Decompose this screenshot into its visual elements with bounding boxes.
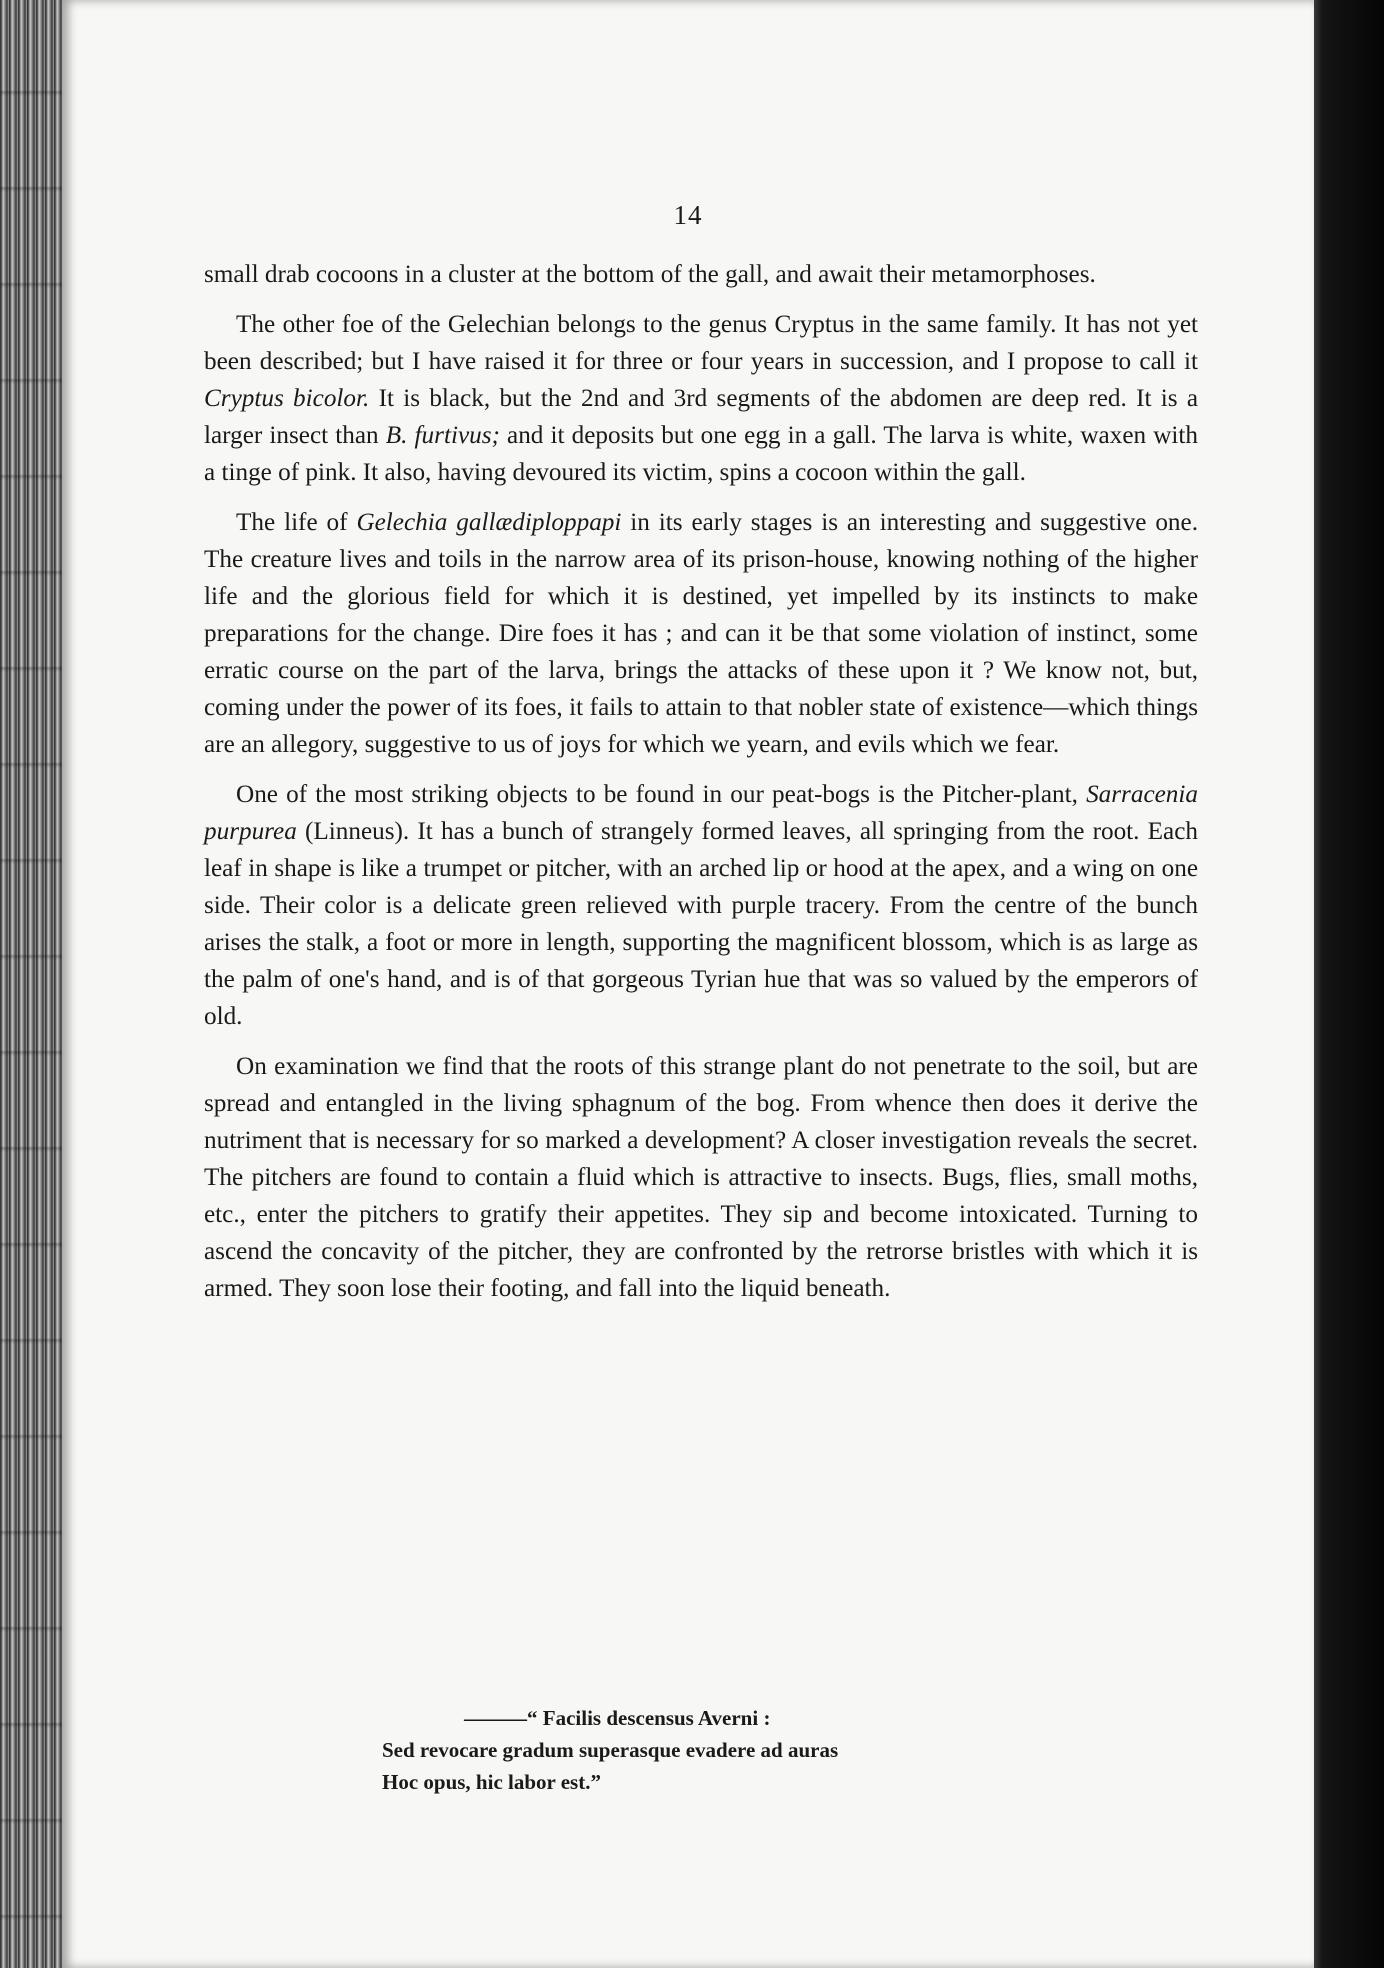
text-run: On examination we find that the roots of this strange plant do not penetrate to the soil, but are spread and entangled in the living sphagnum of the bog. From whence then does it derive the nutriment that is necessary for so marked a development? A closer investigation reveals the secret. The pitchers are found to contain a fluid which is attractive to insects. Bugs, flies, small moths, etc., enter the pitchers to gratify their appetites. They sip and become intoxicated. Turning to ascend the concavity of the pitcher, they are confronted by the retrorse bristles with which it is armed. They soon lose their footing, and fall into the liquid beneath. <box>204 1053 1198 1302</box>
text-run: It is black, but the 2nd and 3rd segments of the abdomen are deep red. It is a larger insect than <box>204 385 1198 449</box>
italic-text: Cryptus bicolor. <box>204 385 370 412</box>
latin-quotation <box>382 1702 838 1798</box>
italic-text: B. furtivus; <box>385 422 500 449</box>
paragraph <box>204 776 1198 1035</box>
quote-line: ———“ Facilis descensus Averni : <box>464 1706 771 1730</box>
text-run: The other foe of the Gelechian belongs to the genus Cryptus in the same family. It has not yet been described; but I have raised it for three or four years in succession, and I propose to call it <box>204 311 1198 375</box>
dark-margin <box>1314 0 1384 1968</box>
page-number: 14 <box>673 200 703 230</box>
paragraph <box>204 256 1198 293</box>
body-text <box>204 256 1198 1320</box>
text-run: One of the most striking objects to be found in our peat-bogs is the Pitcher-plant, <box>236 781 1087 808</box>
paragraph <box>204 504 1198 763</box>
text-run: (Linneus). It has a bunch of strangely formed leaves, all springing from the root. Each leaf in shape is like a trumpet or pitcher, with an arched lip or hood at the apex, and a wing on one side. Their color is a delicate green relieved with purple tracery. From the centre of the bunch arises the stalk, a foot or more in length, supporting the magnificent blossom, which is as large as the palm of one's hand, and is of that gorgeous Tyrian hue that was so valued by the emperors of old. <box>204 818 1198 1030</box>
text-run: The life of <box>236 509 357 536</box>
quote-line: Sed revocare gradum superasque evadere ad auras <box>382 1738 839 1762</box>
book-page <box>62 0 1314 1968</box>
book-binding-edge <box>0 0 62 1968</box>
paragraph <box>204 306 1198 491</box>
quote-line: Hoc opus, hic labor est.” <box>382 1770 601 1794</box>
paragraph <box>204 1048 1198 1307</box>
text-run: small drab cocoons in a cluster at the bottom of the gall, and await their metamorphoses. <box>204 261 1096 288</box>
italic-text: Gelechia gallædiploppapi <box>356 509 622 536</box>
text-run: in its early stages is an interesting and suggestive one. The creature lives and toils in the narrow area of its prison-house, knowing nothing of the higher life and the glorious field for which it is destined, yet impelled by its instincts to make preparations for the change. Dire foes it has ; and can it be that some violation of instinct, some erratic course on the part of the larva, brings the attacks of these upon it ? We know not, but, coming under the power of its foes, it fails to attain to that nobler state of existence—which things are an allegory, suggestive to us of joys for which we yearn, and evils which we fear. <box>204 509 1199 758</box>
text-run: and it deposits but one egg in a gall. The larva is white, waxen with a tinge of pink. It also, having devoured its victim, spins a cocoon within the gall. <box>204 422 1198 486</box>
italic-text: Sarracenia purpurea <box>204 781 1198 845</box>
